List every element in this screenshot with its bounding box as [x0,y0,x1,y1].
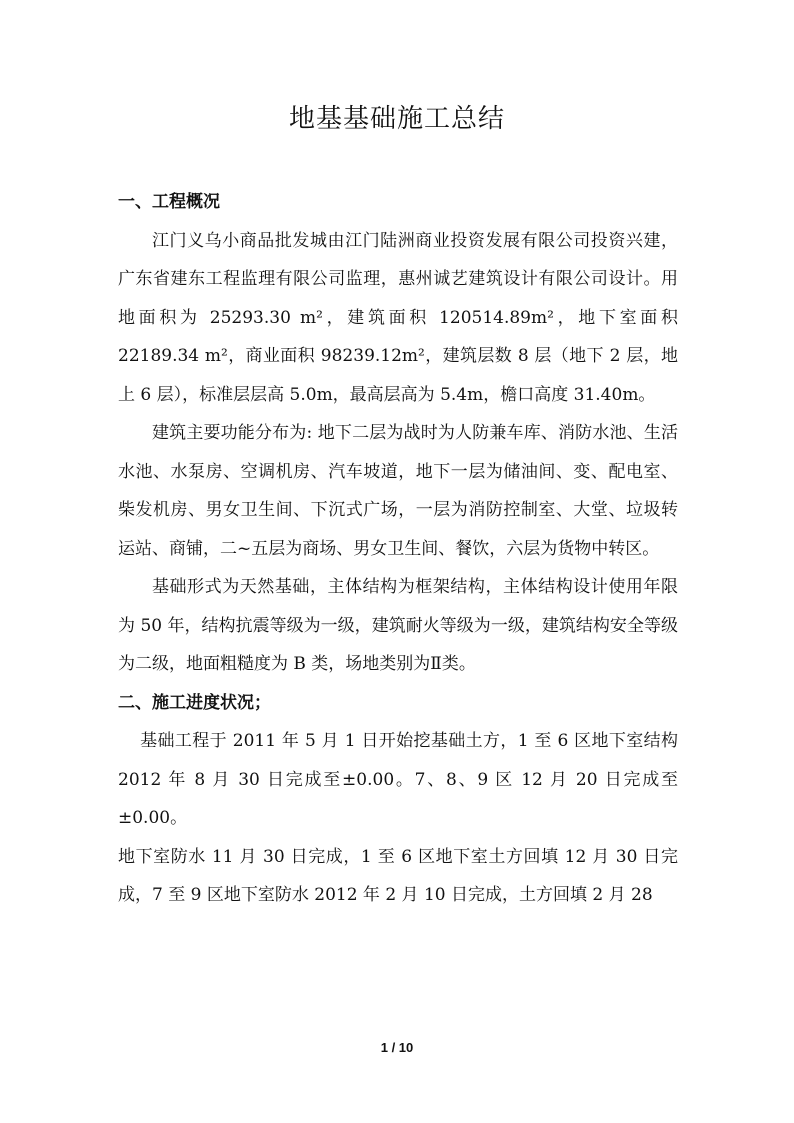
paragraph-project-info: 江门义乌小商品批发城由江门陆洲商业投资发展有限公司投资兴建，广东省建东工程监理有限公司监理，惠州诚艺建筑设计有限公司设计。用地面积为 25293.30 m²，建筑面积 120514.89m²，地下室面积 22189.34 m²，商业面积 98239.12m²，建筑层数 8 层（地下 2 层，地上 6 层），标准层层高 5.0m，最高层高为 5.4m，檐口高度 31.40m。 [118,230,678,405]
section-heading-progress: 二、施工进度状况； [118,692,271,713]
paragraph-progress-foundation: 基础工程于 2011 年 5 月 1 日开始挖基础土方，1 至 6 区地下室结构 2012 年 8 月 30 日完成至±0.00。7、8、9 区 12 月 20 日完成至±0.00。 [118,731,678,828]
document-body [118,183,678,915]
paragraph-function-distribution: 建筑主要功能分布为: 地下二层为战时为人防兼车库、消防水池、生活水池、水泵房、空调机房、汽车坡道，地下一层为储油间、变、配电室、柴发机房、男女卫生间、下沉式广场，一层为消防控制室、大堂、垃圾转运站、商铺，二~五层为商场、男女卫生间、餐饮，六层为货物中转区。 [118,423,678,559]
page-number: 1 / 10 [380,1040,414,1055]
document-title: 地基基础施工总结 [288,104,505,134]
paragraph-structure-info: 基础形式为天然基础，主体结构为框架结构，主体结构设计使用年限为 50 年，结构抗震等级为一级，建筑耐火等级为一级，建筑结构安全等级为二级，地面粗糙度为 B 类，场地类别为Ⅱ类。 [118,577,678,674]
section-heading-overview: 一、工程概况 [118,192,220,212]
paragraph-progress-waterproof: 地下室防水 11 月 30 日完成，1 至 6 区地下室土方回填 12 月 30 日完成，7 至 9 区地下室防水 2012 年 2 月 10 日完成，土方回填 2 月 28 [118,846,678,905]
